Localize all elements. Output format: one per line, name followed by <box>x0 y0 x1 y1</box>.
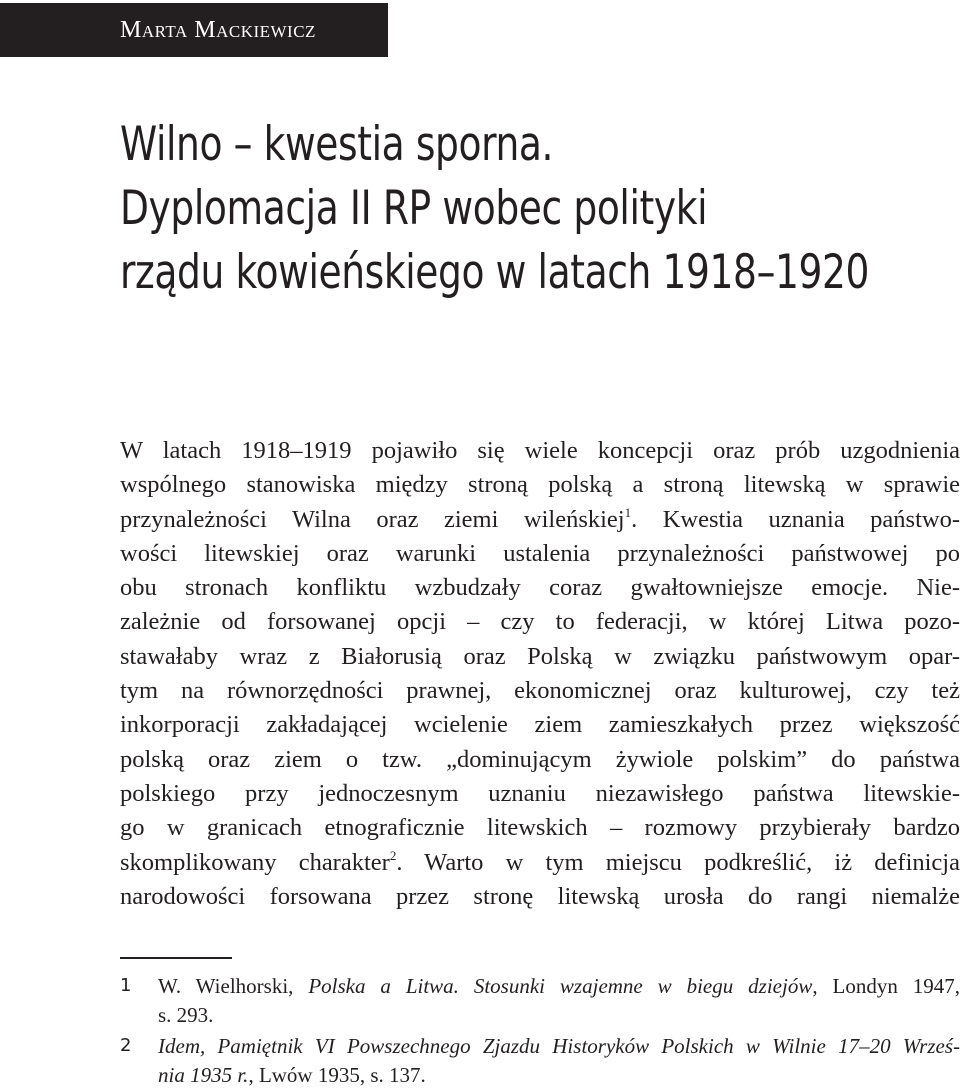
body-line: zależnie od forsowanej opcji – czy to federacji, w której Litwa pozo- <box>120 608 960 636</box>
footnote-title: Idem, Pamiętnik VI Powszechnego Zjazdu Historyków Polskich w Wilnie 17–20 Wrześ- <box>158 1034 960 1058</box>
body-line: inkorporacji zakładającej wcielenie ziem zamieszkałych przez większość <box>120 711 960 739</box>
footnote-number: 1 <box>120 975 132 996</box>
body-line: polską oraz ziem o tzw. „dominującym żywiole polskim” do państwa <box>120 745 960 773</box>
article-title <box>120 113 870 305</box>
footnote-ref-1[interactable]: 1 <box>624 504 632 520</box>
footnote-publication: , Lwów 1935, s. 137. <box>248 1062 426 1087</box>
footnote-line <box>158 1032 960 1061</box>
body-text-fragment: skomplikowany charakter <box>120 848 390 876</box>
title-line-1: Wilno – kwestia sporna. <box>120 117 554 172</box>
body-line <box>120 846 960 880</box>
footnote-publication: , Londyn 1947, <box>812 974 960 998</box>
footnote-title: nia 1935 r. <box>158 1062 249 1087</box>
footnote-line <box>158 972 960 1001</box>
body-line: wości litewskiej oraz warunki ustalenia przynależności państwowej po <box>120 539 960 567</box>
footnotes <box>120 972 960 1092</box>
body-paragraph <box>120 434 960 914</box>
body-line: wspólnego stanowiska między stroną polską a stroną litewską w sprawie <box>120 471 960 499</box>
author-name: Marta Mackiewicz <box>120 17 316 43</box>
footnote-title: Polska a Litwa. Stosunki wzajemne w biegu dziejów <box>308 974 813 998</box>
footnote-line <box>158 1061 960 1090</box>
footnote-ref-2[interactable]: 2 <box>389 847 397 863</box>
footnote-number: 2 <box>120 1035 132 1056</box>
body-line: obu stronach konfliktu wzbudzały coraz gwałtowniejsze emocje. Nie- <box>120 574 960 602</box>
footnote-author: W. Wielhorski, <box>158 974 309 998</box>
footnote-1 <box>120 972 960 1029</box>
footnote-divider <box>120 957 232 959</box>
body-line: stawałaby wraz z Białorusią oraz Polską w związku państwowym opar- <box>120 642 960 670</box>
title-line-2: Dyplomacja II RP wobec polityki <box>120 181 708 236</box>
body-text-fragment: . Warto w tym miejscu podkreślić, iż definicja <box>396 848 960 876</box>
body-line: polskiego przy jednoczesnym uznaniu niezawisłego państwa litewskie- <box>120 779 960 807</box>
body-line: W latach 1918–1919 pojawiło się wiele koncepcji oraz prób uzgodnienia <box>120 437 960 464</box>
title-line-3: rządu kowieńskiego w latach 1918–1920 <box>120 245 870 300</box>
body-line <box>120 503 960 537</box>
footnote-2 <box>120 1032 960 1089</box>
body-text-fragment: przynależności Wilna oraz ziemi wileńskiej <box>120 505 625 533</box>
body-line: tym na równorzędności prawnej, ekonomicznej oraz kulturowej, czy też <box>120 677 960 705</box>
body-line: go w granicach etnograficznie litewskich – rozmowy przybierały bardzo <box>120 814 960 842</box>
body-text-fragment: . Kwestia uznania państwo- <box>631 505 960 533</box>
body-line: narodowości forsowana przez stronę litewską urosła do rangi niemalże <box>120 882 960 910</box>
footnote-line: s. 293. <box>158 1002 214 1027</box>
author-bar <box>0 3 388 57</box>
